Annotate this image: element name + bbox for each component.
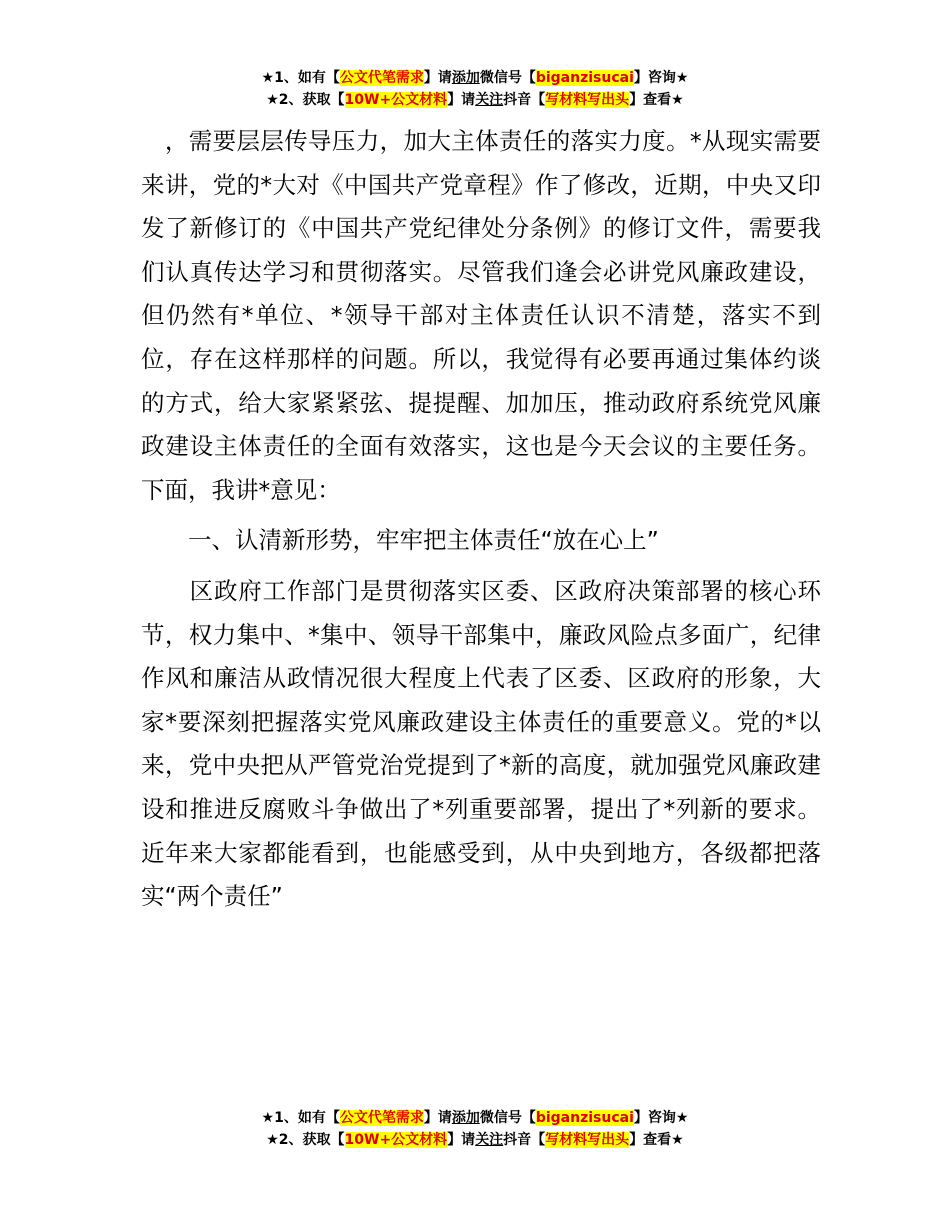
banner-line-1: ★1、如有【公文代笔需求】请添加微信号【biganzisucai】咨询★ — [261, 1110, 689, 1126]
paragraph-2: 区政府工作部门是贯彻落实区委、区政府决策部署的核心环节，权力集中、*集中、领导干部集中，廉政风险点多面广，纪律作风和廉洁从政情况很大程度上代表了区委、区政府的形象，大家*要深刻把握落实党风廉政建设主体责任的重要意义。党的*以来，党中央把从严管党治党提到了*新的高度，就加强党风廉政建设和推进反腐败斗争做出了*列重要部署，提出了*列新的要求。近年来大家都能看到，也能感受到，从中央到地方，各级都把落实“两个责任” — [141, 576, 821, 911]
paragraph-1: ，需要层层传导压力，加大主体责任的落实力度。*从现实需要来讲，党的*大对《中国共产党章程》作了修改，近期，中央又印发了新修订的《中国共产党纪律处分条例》的修订文件，需要我们认真传达学习和贯彻落实。尽管我们逢会必讲党风廉政建设，但仍然有*单位、*领导干部对主体责任认识不清楚，落实不到位，存在这样那样的问题。所以，我觉得有必要再通过集体约谈的方式，给大家紧紧弦、提提醒、加加压，推动政府系统党风廉政建设主体责任的全面有效落实，这也是今天会议的主要任务。下面，我讲*意见： — [141, 127, 821, 504]
highlight-materials: 10W+公文材料 — [344, 1132, 448, 1148]
banner-line-1: ★1、如有【公文代笔需求】请添加微信号【biganzisucai】咨询★ — [261, 70, 689, 86]
banner-line-2: ★2、获取【10W+公文材料】请关注抖音【写材料写出头】查看★ — [266, 1132, 684, 1148]
highlight-wechat-id: biganzisucai — [535, 1110, 634, 1126]
highlight-douyin: 写材料写出头 — [545, 92, 630, 108]
document-body — [141, 120, 821, 919]
highlight-materials: 10W+公文材料 — [344, 92, 448, 108]
footer-banner — [0, 1107, 950, 1151]
highlight-douyin: 写材料写出头 — [545, 1132, 630, 1148]
header-banner — [0, 67, 950, 111]
highlight-ghostwriting: 公文代笔需求 — [339, 1110, 424, 1126]
section-heading-1: 一、认清新形势，牢牢把主体责任“放在心上” — [141, 526, 659, 555]
highlight-ghostwriting: 公文代笔需求 — [339, 70, 424, 86]
highlight-wechat-id: biganzisucai — [535, 70, 634, 86]
banner-line-2: ★2、获取【10W+公文材料】请关注抖音【写材料写出头】查看★ — [266, 92, 684, 108]
